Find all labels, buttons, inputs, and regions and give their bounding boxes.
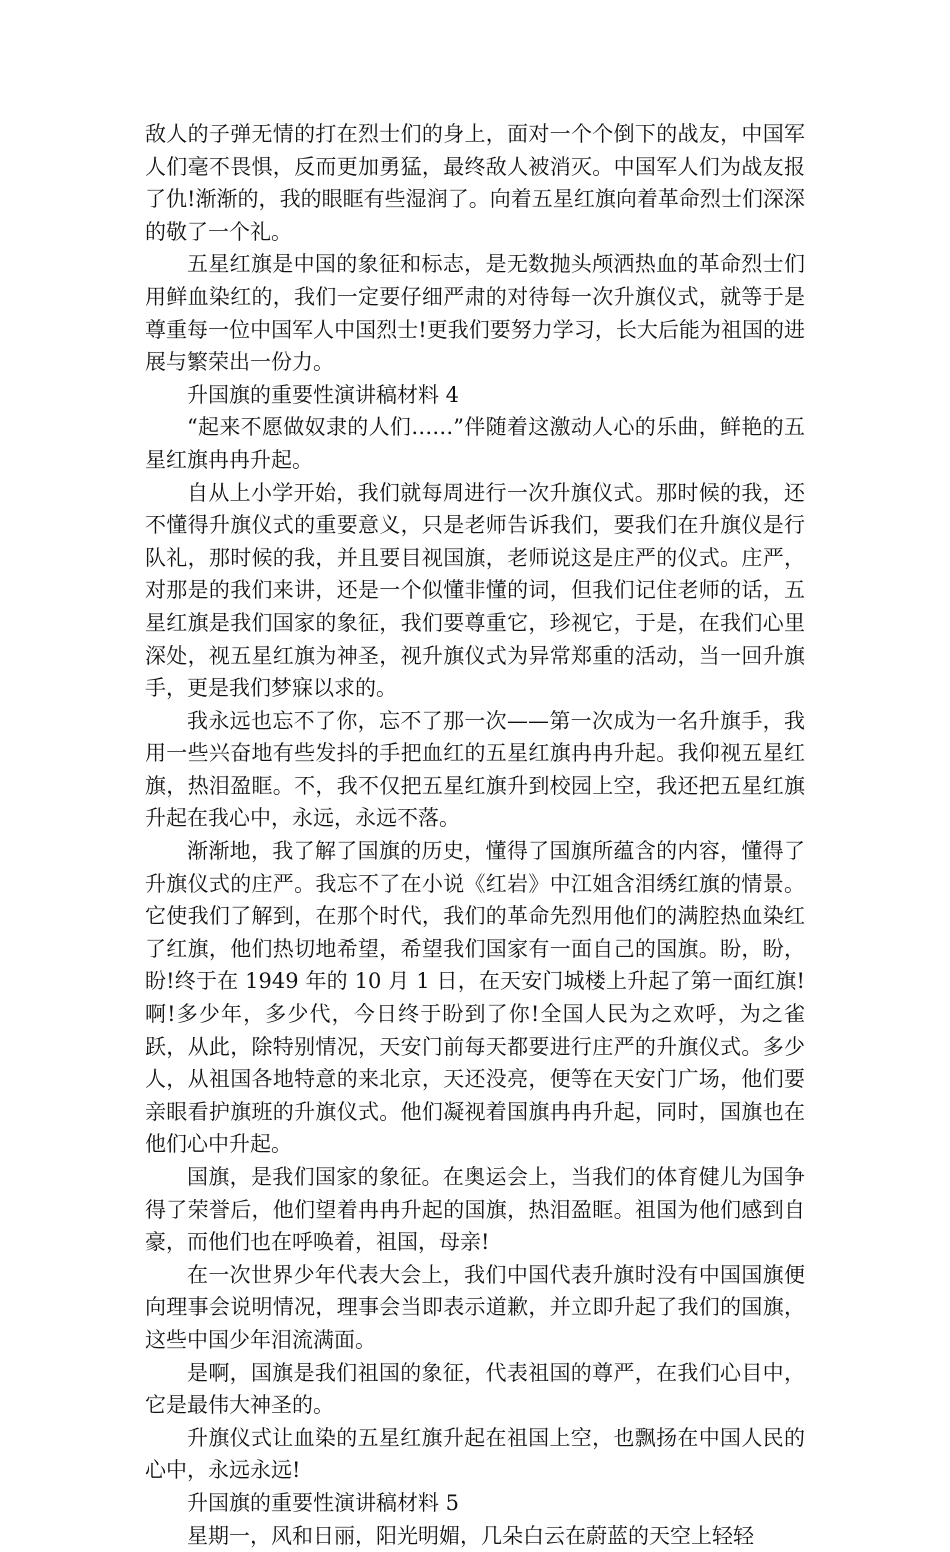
document-page xyxy=(145,118,805,1552)
paragraph-10: 升旗仪式让血染的五星红旗升起在祖国上空，也飘扬在中国人民的心中，永远永远! xyxy=(145,1425,805,1483)
paragraph-9: 是啊，国旗是我们祖国的象征，代表祖国的尊严，在我们心目中，它是最伟大神圣的。 xyxy=(145,1360,805,1418)
paragraph-11: 星期一，风和日丽，阳光明媚，几朵白云在蔚蓝的天空上轻轻 xyxy=(187,1523,754,1548)
paragraph-6: 渐渐地，我了解了国旗的历史，懂得了国旗所蕴含的内容，懂得了升旗仪式的庄严。我忘不了在小说《红岩》中江姐含泪绣红旗的情景。它使我们了解到，在那个时代，我们的革命先烈用他们的满腔热血染红了红旗，他们热切地希望，希望我们国家有一面自己的国旗。盼，盼，盼!终于在 1949 年的 10 月 1 日，在天安门城楼上升起了第一面红旗!啊!多少年，多少代，今日终于盼到了你!全国人民为之欢呼，为之雀跃，从此，除特别情况，天安门前每天都要进行庄严的升旗仪式。多少人，从祖国各地特意的来北京，天还没亮，便等在天安门广场，他们要亲眼看护旗班的升旗仪式。他们凝视着国旗冉冉升起，同时，国旗也在他们心中升起。 xyxy=(145,839,805,1157)
paragraph-5: 我永远也忘不了你，忘不了那一次——第一次成为一名升旗手，我用一些兴奋地有些发抖的手把血红的五星红旗冉冉升起。我仰视五星红旗，热泪盈眶。不，我不仅把五星红旗升到校园上空，我还把五星红旗升起在我心中，永远，永远不落。 xyxy=(145,708,805,831)
section-heading-5: 升国旗的重要性演讲稿材料 5 xyxy=(187,1490,460,1515)
section-heading-4: 升国旗的重要性演讲稿材料 4 xyxy=(187,382,460,407)
paragraph-1: 敌人的子弹无情的打在烈士们的身上，面对一个个倒下的战友，中国军人们毫不畏惧，反而更加勇猛，最终敌人被消灭。中国军人们为战友报了仇!渐渐的，我的眼眶有些湿润了。向着五星红旗向着革命烈士们深深的敬了一个礼。 xyxy=(145,122,805,244)
paragraph-4: 自从上小学开始，我们就每周进行一次升旗仪式。那时候的我，还不懂得升旗仪式的重要意义，只是老师告诉我们，要我们在升旗仪是行队礼，那时候的我，并且要目视国旗，老师说这是庄严的仪式。庄严，对那是的我们来讲，还是一个似懂非懂的词，但我们记住老师的话，五星红旗是我们国家的象征，我们要尊重它，珍视它，于是，在我们心里深处，视五星红旗为神圣，视升旗仪式为异常郑重的活动，当一回升旗手，更是我们梦寐以求的。 xyxy=(145,480,805,701)
paragraph-7: 国旗，是我们国家的象征。在奥运会上，当我们的体育健儿为国争得了荣誉后，他们望着冉冉升起的国旗，热泪盈眶。祖国为他们感到自豪，而他们也在呼唤着，祖国，母亲! xyxy=(145,1165,805,1255)
paragraph-8: 在一次世界少年代表大会上，我们中国代表升旗时没有中国国旗便向理事会说明情况，理事会当即表示道歉，并立即升起了我们的国旗，这些中国少年泪流满面。 xyxy=(145,1262,805,1352)
paragraph-3: “起来不愿做奴隶的人们……”伴随着这激动人心的乐曲，鲜艳的五星红旗冉冉升起。 xyxy=(145,415,805,472)
paragraph-2: 五星红旗是中国的象征和标志，是无数抛头颅洒热血的革命烈士们用鲜血染红的，我们一定要仔细严肃的对待每一次升旗仪式，就等于是尊重每一位中国军人中国烈士!更我们要努力学习，长大后能为祖国的进展与繁荣出一份力。 xyxy=(145,252,805,375)
